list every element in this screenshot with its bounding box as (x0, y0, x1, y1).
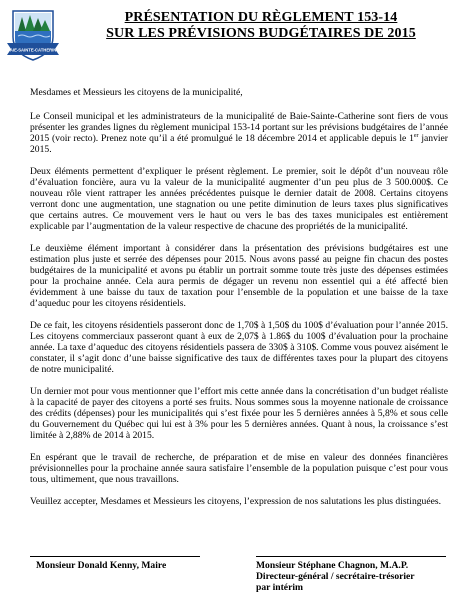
signature-line (256, 556, 446, 557)
title-line-2: SUR LES PRÉVISIONS BUDGÉTAIRES DE 2015 (106, 26, 416, 41)
paragraph-second-element: Le deuxième élément important à considérer dans la présentation des prévisions budgétaires est une estimation plus juste et serrée des dépenses pour 2015. Nous avons passé au peigne fin chacun des postes budgétaires de la municipalité et avons pu établir un portrait somme toute très juste des dépenses estimées pour la prochaine année. Cela aura permis de dégager un revenu non essentiel qui a été affecté bien évidemment à une baisse du taux de taxation pour l’ensemble de la population et une baisse de la taxe d’aqueduc pour les citoyens résidentiels. (30, 243, 448, 309)
paragraph-intro-text: Le Conseil municipal et les administrateurs de la municipalité de Baie-Sainte-Catherine sont fiers de vous présenter les grandes lignes du règlement municipal 153-14 portant sur les prévisions budgétaires de l’année 2015 (voir recto). Prenez note qu’il a été promulgué le 18 décembre 2014 et applicable depuis le 1 (30, 111, 448, 144)
paragraph-hope: En espérant que le travail de recherche, de préparation et de mise en valeur des données financières prévisionnelles pour la prochaine année saura satisfaire l’ensemble de la population puisque c’est pour vous tous, ultimement, que nous travaillons. (30, 452, 448, 485)
signature-mayor-name: Monsieur Donald Kenny, Maire (36, 560, 167, 571)
letter-body (30, 87, 448, 518)
signature-director-subtitle: par intérim (256, 582, 303, 593)
paragraph-first-element: Deux éléments permettent d’expliquer le présent règlement. Le premier, soit le dépôt d’un nouveau rôle d’évaluation foncière, aura vu la valeur de la municipalité augmenter d’un peu plus de 3 500.000$. Ce nouveau rôle vient rattraper les années précédentes puisque le dernier datait de 2008. Certains citoyens verront donc une augmentation, une stagnation ou une petite diminution de leurs taxes plus significatives que certains autres. Ce mouvement vers le haut ou vers le bas des taxes municipales est entièrement explicable par l’augmentation de la valeur respective de chacune des propriétés de la municipalité. (30, 166, 448, 232)
salutation: Mesdames et Messieurs les citoyens de la municipalité, (30, 87, 243, 98)
signature-director-name: Monsieur Stéphane Chagnon, M.A.P. (256, 560, 409, 571)
paragraph-last-word: Un dernier mot pour vous mentionner que l’effort mis cette année dans la concrétisation d’un budget réaliste à la capacité de payer des citoyens a porté ses fruits. Nous sommes sous la moyenne nationale de croissance des crédits (dépenses) pour les municipalités qui s’est fixée pour les 5 dernières années à 5,8% et sous celle du Gouvernement du Québec qui lui est à 3% pour les 5 dernières années. Quant à nous, la croissance s’est limitée à 2,88% de 2014 à 2015. (30, 386, 448, 441)
signature-director (256, 556, 446, 593)
paragraph-intro (30, 111, 448, 155)
paragraph-closing: Veuillez accepter, Mesdames et Messieurs les citoyens, l’expression de nos salutations les plus distinguées. (30, 496, 441, 507)
paragraph-intro-end: janvier 2015. (30, 133, 448, 155)
page-title (62, 10, 460, 42)
signature-mayor (30, 556, 200, 571)
title-line-1: PRÉSENTATION DU RÈGLEMENT 153-14 (124, 10, 398, 25)
ordinal-suffix: er (413, 132, 419, 139)
signature-director-title: Directeur-général / secrétaire-trésorier (256, 571, 415, 582)
signature-line (30, 556, 200, 557)
logo-banner-text: BAIE-SAINTE-CATHERINE (6, 47, 60, 53)
municipal-logo (6, 3, 60, 63)
paragraph-tax-rates: De ce fait, les citoyens résidentiels passeront donc de 1,70$ à 1,50$ du 100$ d’évaluation pour l’année 2015. Les citoyens commerciaux passeront quant à eux de 2,07$ à 1.86$ du 100$ d’évaluation pour la prochaine année. La taxe d’aqueduc des citoyens résidentiels passera de 330$ à 310$. Comme vous pouvez aisément le constater, il s’agit donc d’une baisse significative des taux de différentes taxes pour la plupart des citoyens de notre municipalité. (30, 320, 448, 375)
